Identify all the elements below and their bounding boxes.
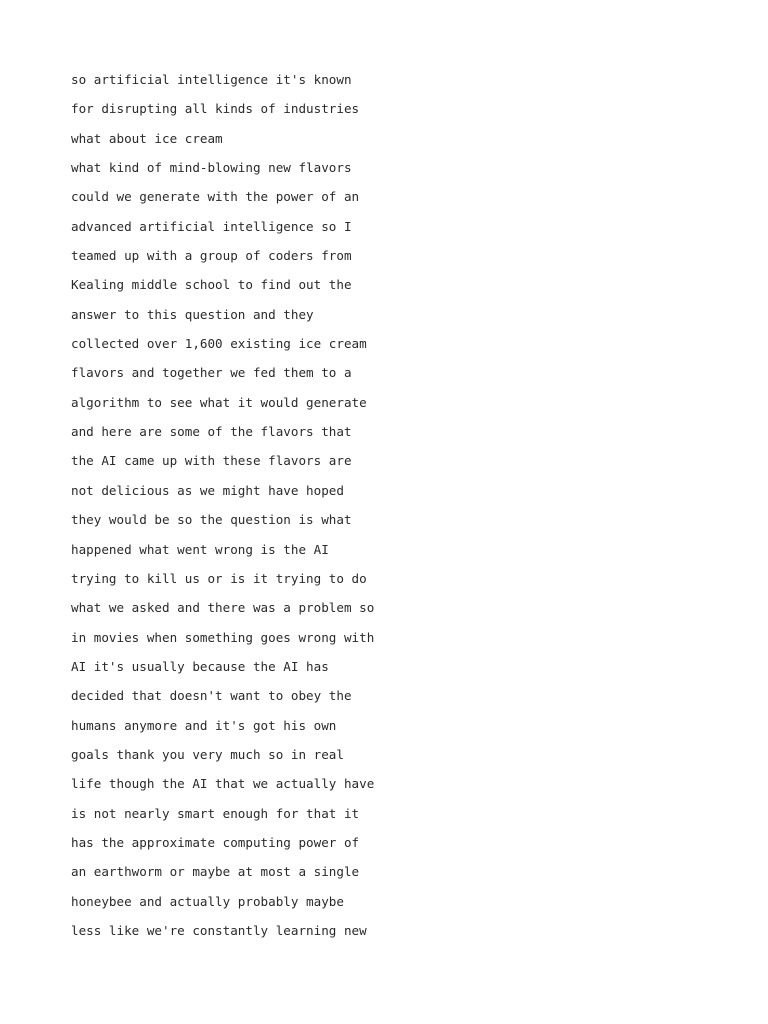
transcript-line: for disrupting all kinds of industries <box>71 101 360 117</box>
transcript-line: in movies when something goes wrong with <box>71 629 375 645</box>
transcript-line: advanced artificial intelligence so I <box>71 218 352 234</box>
transcript-page <box>71 69 711 949</box>
transcript-line: could we generate with the power of an <box>71 189 360 205</box>
transcript-line: collected over 1,600 existing ice cream <box>71 336 367 352</box>
transcript-line: honeybee and actually probably maybe <box>71 893 344 909</box>
transcript-line: teamed up with a group of coders from <box>71 248 352 264</box>
transcript-line: has the approximate computing power of <box>71 834 360 850</box>
transcript-line: what about ice cream <box>71 130 223 146</box>
transcript-line: humans anymore and it's got his own <box>71 717 337 733</box>
transcript-line: algorithm to see what it would generate <box>71 394 367 410</box>
transcript-line: what kind of mind-blowing new flavors <box>71 160 352 176</box>
transcript-line: answer to this question and they <box>71 306 314 322</box>
transcript-line: goals thank you very much so in real <box>71 746 344 762</box>
transcript-line: they would be so the question is what <box>71 512 352 528</box>
transcript-line: AI it's usually because the AI has <box>71 658 329 674</box>
transcript-line: is not nearly smart enough for that it <box>71 805 360 821</box>
transcript-line: life though the AI that we actually have <box>71 776 375 792</box>
transcript-line: Kealing middle school to find out the <box>71 277 352 293</box>
transcript-line: flavors and together we fed them to a <box>71 365 352 381</box>
transcript-line: what we asked and there was a problem so <box>71 600 375 616</box>
transcript-line: not delicious as we might have hoped <box>71 482 344 498</box>
transcript-line: happened what went wrong is the AI <box>71 541 329 557</box>
transcript-line: trying to kill us or is it trying to do <box>71 570 367 586</box>
transcript-line: so artificial intelligence it's known <box>71 72 352 87</box>
transcript-line: an earthworm or maybe at most a single <box>71 864 360 880</box>
transcript-line: and here are some of the flavors that <box>71 424 352 440</box>
transcript-line: the AI came up with these flavors are <box>71 453 352 469</box>
transcript-line: decided that doesn't want to obey the <box>71 688 352 704</box>
transcript-line: less like we're constantly learning new <box>71 922 367 938</box>
